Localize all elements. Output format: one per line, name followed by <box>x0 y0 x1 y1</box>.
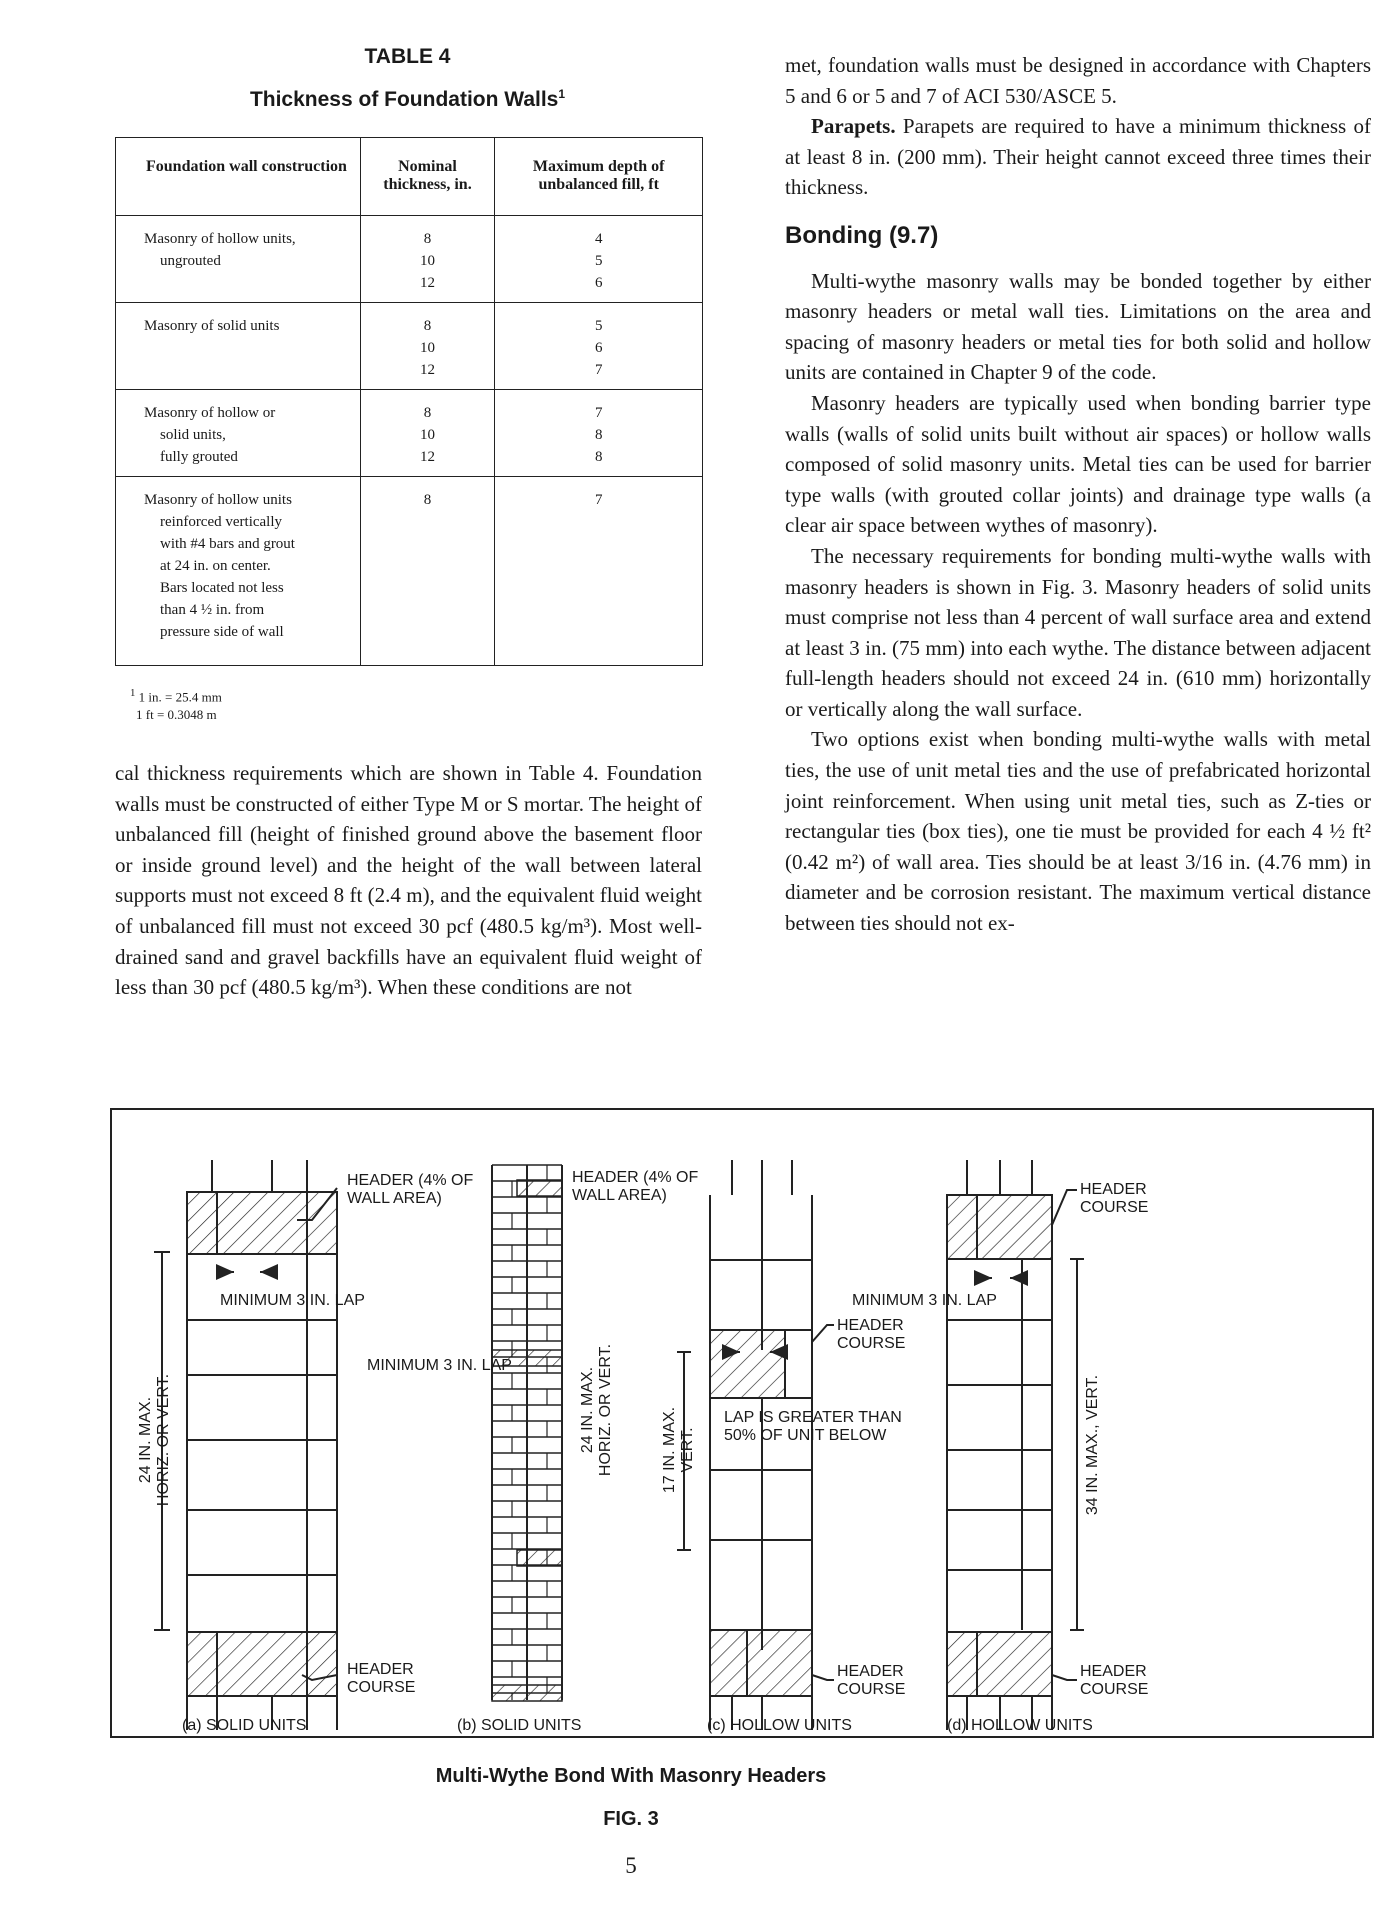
section-heading-bonding: Bonding (9.7) <box>785 221 939 249</box>
label-d-lap: MINIMUM 3 IN. LAP <box>852 1292 997 1309</box>
header-thickness: Nominal thickness, in. <box>360 138 495 216</box>
label-b-header-top-2: WALL AREA) <box>572 1187 667 1204</box>
label-a-header-bottom-2: COURSE <box>347 1679 416 1696</box>
cell-construction: Masonry of hollow units reinforced vertically with #4 bars and grout at 24 in. on center. Bars located not less than 4 ½ in. from pressure side of wall <box>116 477 361 666</box>
caption-d: (d) HOLLOW UNITS <box>947 1717 1093 1734</box>
label-b-dim-1: 24 IN. MAX. <box>579 1366 596 1454</box>
label-a-header-bottom-1: HEADER <box>347 1661 414 1678</box>
table-header-row <box>116 138 703 216</box>
left-column-text: cal thickness requirements which are shown in Table 4. Foundation walls must be constructed of either Type M or S mortar. The height of unbalanced fill (height of finished ground above the basement floor or inside ground level) and the height of the wall between lateral supports must not exceed 8 ft (2.4 m), and the equivalent fluid weight of unbalanced fill must not exceed 30 pcf (480.5 kg/m³). Most well-drained sand and gravel backfills have an equivalent fluid weight of less than 30 pcf (480.5 kg/m³). When these conditions are not <box>115 761 702 1000</box>
label-c-header-mid-1: HEADER <box>837 1317 904 1334</box>
caption-a: (a) SOLID UNITS <box>182 1717 307 1734</box>
label-a-dim-1: 24 IN. MAX. <box>137 1396 154 1484</box>
header-depth: Maximum depth of unbalanced fill, ft <box>495 138 703 216</box>
label-b-lap: MINIMUM 3 IN. LAP <box>367 1357 512 1374</box>
figure-number: FIG. 3 <box>603 1808 659 1830</box>
table-row <box>116 390 703 477</box>
figure-caption: Multi-Wythe Bond With Masonry Headers <box>435 1765 827 1787</box>
label-c-dim-1: 17 IN. MAX. <box>661 1406 678 1494</box>
header-brick <box>492 1685 562 1701</box>
label-a-lap: MINIMUM 3 IN. LAP <box>220 1292 365 1309</box>
foundation-walls-table <box>115 137 703 666</box>
table-footnote: $^1$ 1 in. = 25.4 mm 1 ft = 0.3048 m <box>130 687 222 723</box>
cell-construction: Masonry of solid units <box>116 303 361 390</box>
figure-frame <box>110 1108 1374 1738</box>
label-d-header-bottom-2: COURSE <box>1080 1681 1149 1698</box>
table-row <box>116 477 703 666</box>
cell-construction: Masonry of hollow or solid units, fully grouted <box>116 390 361 477</box>
label-d-header-top-1: HEADER <box>1080 1181 1147 1198</box>
label-c-header-bottom-1: HEADER <box>837 1663 904 1680</box>
diagram-d <box>947 1160 1084 1730</box>
label-c-dim-2: VERT. <box>679 1427 696 1473</box>
cell-depth: 4 5 6 <box>495 216 703 303</box>
paragraph: Multi-wythe masonry walls may be bonded together by either masonry headers or metal wall ties. Limitations on the area and spacing of masonry headers or metal ties for both solid and hollow units are contained in Chapter 9 of the code. <box>785 268 1371 385</box>
table-subtitle: Thickness of Foundation Walls$^1$ <box>249 87 566 111</box>
cell-depth: 7 <box>495 477 703 666</box>
label-b-header-top-1: HEADER (4% OF <box>572 1169 699 1186</box>
page-number: 5 <box>625 1853 637 1878</box>
paragraph: Masonry headers are typically used when bonding barrier type walls (walls of solid units built without air spaces) or hollow walls composed of solid masonry units. Metal ties can be used for barrier type walls (with grouted collar joints) and drainage type walls (a clear air space between wythes of masonry). <box>785 390 1371 538</box>
diagram-c <box>677 1160 834 1730</box>
paragraph: The necessary requirements for bonding multi-wythe walls with masonry headers is shown in Fig. 3. Masonry headers of solid units must comprise not less than 4 percent of wall surface area and extend at least 3 in. (75 mm) into each wythe. The distance between adjacent full-length headers should not exceed 24 in. (610 mm) horizontally or vertically along the wall surface. <box>785 543 1371 721</box>
label-d-header-top-2: COURSE <box>1080 1199 1149 1216</box>
paragraph: Two options exist when bonding multi-wythe walls with metal ties, the use of unit metal ties and the use of prefabricated horizontal joint reinforcement. When using unit metal ties, such as Z-ties or rectangular ties (box ties), one tie must be provided for each 4 ½ ft² (0.42 m²) of wall area. Ties should be at least 3/16 in. (4.76 mm) in diameter and be corrosion resistant. The maximum vertical distance between ties should not ex- <box>785 727 1371 936</box>
cell-depth: 5 6 7 <box>495 303 703 390</box>
caption-b: (b) SOLID UNITS <box>457 1717 582 1734</box>
label-a-header-top-1: HEADER (4% OF <box>347 1172 474 1189</box>
label-d-dim: 34 IN. MAX., VERT. <box>1084 1374 1101 1516</box>
label-a-dim-2: HORIZ. OR VERT. <box>155 1373 172 1507</box>
right-column <box>785 50 1371 939</box>
figure-diagram <box>112 1110 1376 1740</box>
header-brick <box>517 1550 562 1566</box>
cell-thickness: 8 10 12 <box>360 216 495 303</box>
label-c-header-mid-2: COURSE <box>837 1335 906 1352</box>
header-brick <box>517 1180 562 1196</box>
cell-construction: Masonry of hollow units, ungrouted <box>116 216 361 303</box>
label-d-header-bottom-1: HEADER <box>1080 1663 1147 1680</box>
table-row <box>116 303 703 390</box>
paragraph-intro: met, foundation walls must be designed in accordance with Chapters 5 and 6 or 5 and 7 of ACI 530/ASCE 5. <box>785 53 1371 108</box>
cell-depth: 7 8 8 <box>495 390 703 477</box>
table-title: TABLE 4 <box>364 45 451 68</box>
label-c-lap-2: 50% OF UNIT BELOW <box>724 1427 887 1444</box>
paragraph-parapets: Parapets. Parapets are required to have a minimum thickness of at least 8 in. (200 mm). Their height cannot exceed three times their thickness. <box>785 114 1372 200</box>
cell-thickness: 8 10 12 <box>360 390 495 477</box>
label-c-lap-1: LAP IS GREATER THAN <box>724 1409 902 1426</box>
table-row <box>116 216 703 303</box>
label-a-header-top-2: WALL AREA) <box>347 1190 442 1207</box>
diagram-a <box>154 1160 337 1730</box>
caption-c: (c) HOLLOW UNITS <box>707 1717 852 1734</box>
label-b-dim-2: HORIZ. OR VERT. <box>597 1343 614 1477</box>
label-c-header-bottom-2: COURSE <box>837 1681 906 1698</box>
cell-thickness: 8 <box>360 477 495 666</box>
header-construction: Foundation wall construction <box>116 138 361 216</box>
cell-thickness: 8 10 12 <box>360 303 495 390</box>
